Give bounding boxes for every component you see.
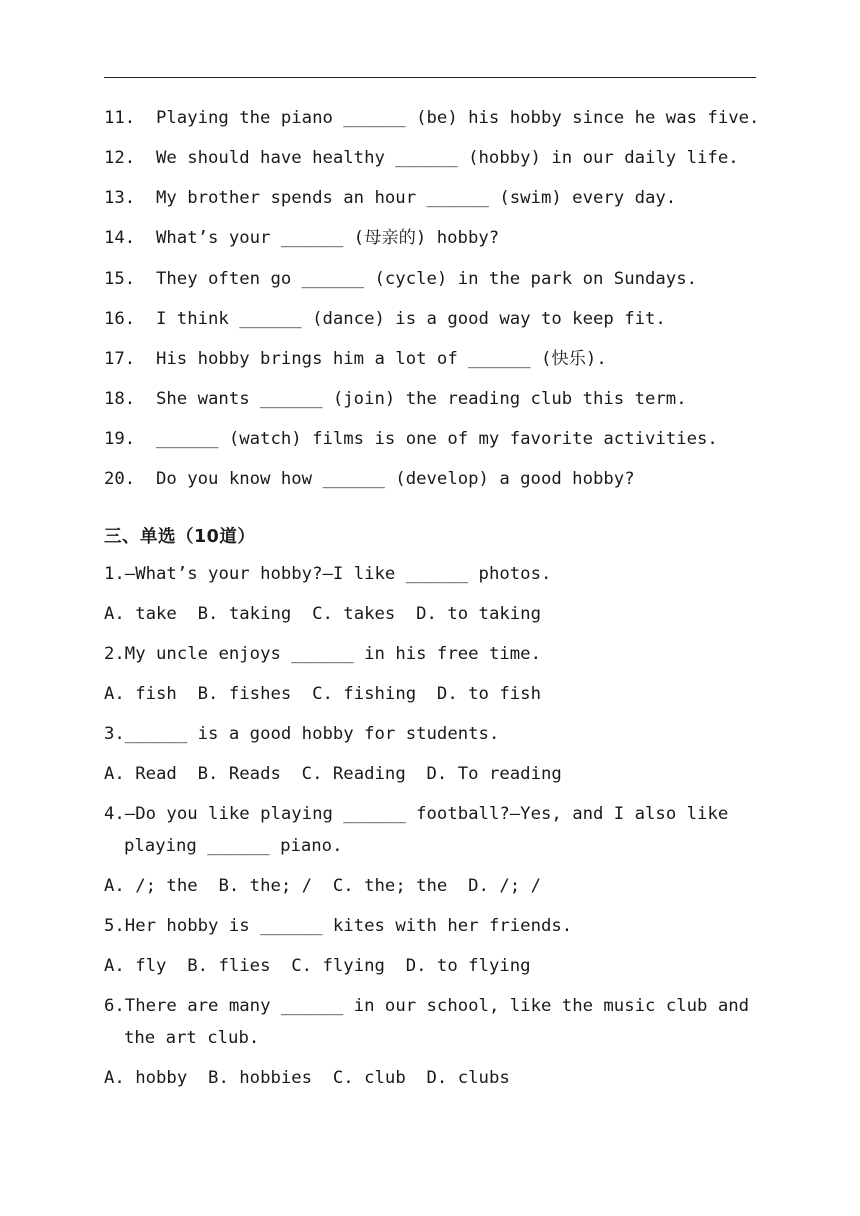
header-rule [104,77,756,78]
question-number: 17. [104,349,136,369]
mcq-3-options: A. Read B. Reads C. Reading D. To reading [104,764,562,784]
mcq-4-stem: 4.—Do you like playing ______ football?—Yes, and I also like [104,804,729,824]
question-19 [104,428,718,450]
mcq-4-options: A. /; the B. the; / C. the; the D. /; / [104,876,541,896]
question-text: His hobby brings him a lot of ______ (快乐). [156,349,607,369]
question-number: 14. [104,228,136,248]
question-text: What’s your ______ (母亲的) hobby? [156,228,500,248]
question-text: My brother spends an hour ______ (swim) every day. [156,188,677,208]
question-18 [104,388,687,410]
mcq-5-stem: 5.Her hobby is ______ kites with her friends. [104,916,573,936]
question-20 [104,468,635,490]
question-text: Do you know how ______ (develop) a good hobby? [156,469,635,489]
question-text: I think ______ (dance) is a good way to keep fit. [156,309,666,329]
mcq-6-stem-continued: the art club. [124,1028,260,1048]
question-number: 15. [104,269,136,289]
question-11 [104,107,759,129]
question-number: 19. [104,429,136,449]
question-12 [104,147,739,169]
question-text: They often go ______ (cycle) in the park on Sundays. [156,269,698,289]
mcq-6-options: A. hobby B. hobbies C. club D. clubs [104,1068,510,1088]
question-text: We should have healthy ______ (hobby) in our daily life. [156,148,739,168]
section-heading: 三、单选（10道） [104,527,256,547]
question-text: ______ (watch) films is one of my favorite activities. [156,429,718,449]
question-17 [104,348,607,370]
question-text: Playing the piano ______ (be) his hobby since he was five. [156,108,760,128]
question-number: 13. [104,188,136,208]
mcq-2-stem: 2.My uncle enjoys ______ in his free time. [104,644,541,664]
mcq-3-stem: 3.______ is a good hobby for students. [104,724,500,744]
question-number: 11. [104,108,136,128]
question-14 [104,227,499,249]
question-number: 16. [104,309,136,329]
question-16 [104,308,666,330]
question-text: She wants ______ (join) the reading club this term. [156,389,687,409]
question-number: 12. [104,148,136,168]
mcq-5-options: A. fly B. flies C. flying D. to flying [104,956,531,976]
mcq-6-stem: 6.There are many ______ in our school, like the music club and [104,996,750,1016]
mcq-1-options: A. take B. taking C. takes D. to taking [104,604,541,624]
mcq-2-options: A. fish B. fishes C. fishing D. to fish [104,684,541,704]
question-number: 18. [104,389,136,409]
question-15 [104,268,697,290]
question-13 [104,187,676,209]
mcq-4-stem-continued: playing ______ piano. [124,836,343,856]
question-number: 20. [104,469,136,489]
mcq-1-stem: 1.—What’s your hobby?—I like ______ photos. [104,564,552,584]
